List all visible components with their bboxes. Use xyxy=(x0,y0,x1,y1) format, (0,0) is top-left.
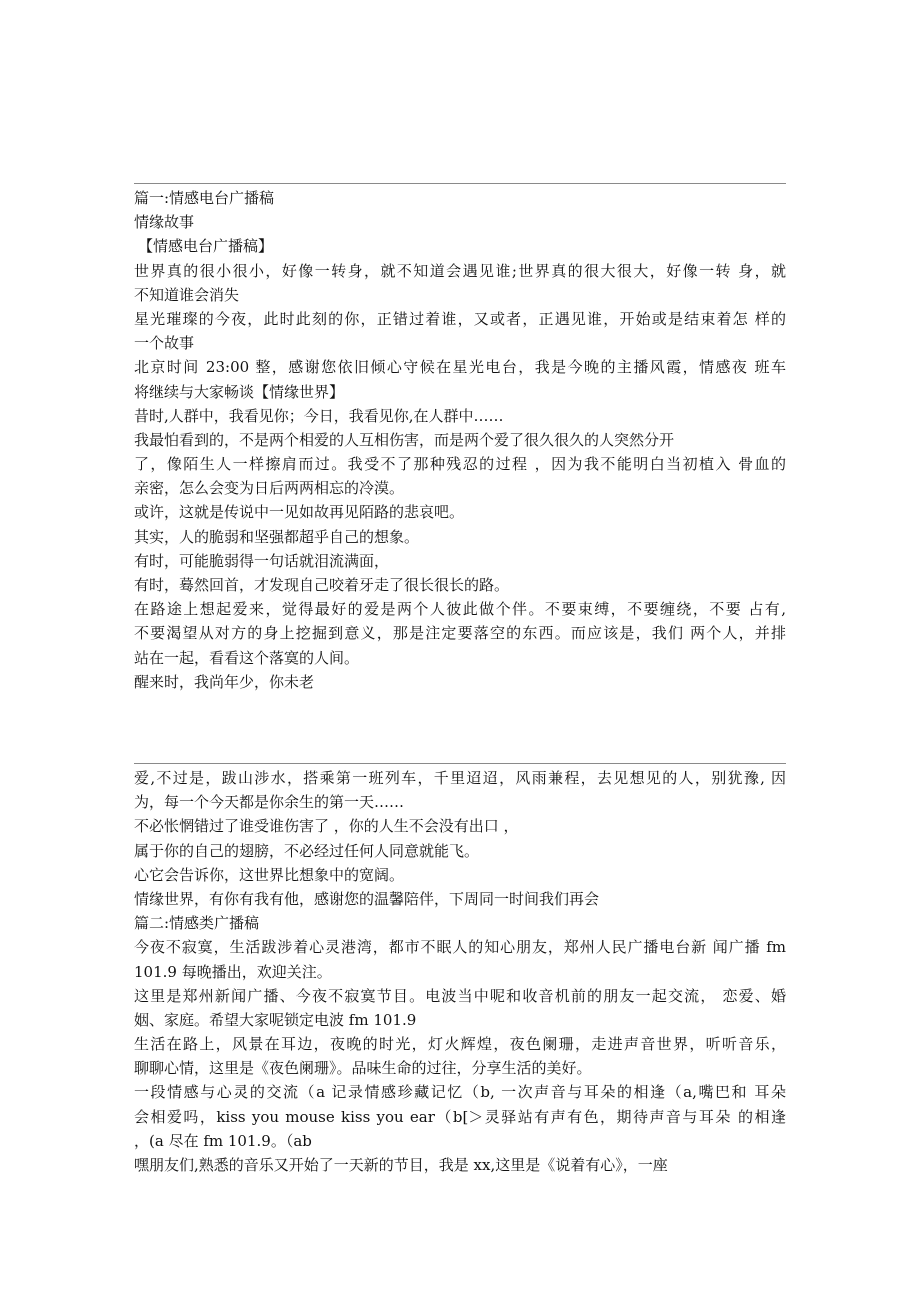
document-page-2 xyxy=(134,766,786,1177)
text-line: 不必怅惘错过了谁受谁伤害了 ，你的人生不会没有出口 ， xyxy=(134,817,519,836)
text-line: 嘿朋友们,熟悉的音乐又开始了一天新的节目，我是 xx,这里是《说着有心》，一座 xyxy=(134,1156,668,1174)
text-line: 有时，蓦然回首，才发现自己咬着牙走了很长很长的路。 xyxy=(134,576,510,594)
text-line: 了，像陌生人一样擦肩而过。我受不了那种残忍的过程 ，因为我不能明白当初植入 骨血的 xyxy=(134,455,786,474)
text-line: 篇二:情感类广播稿 xyxy=(134,914,260,933)
text-line: 101.9 每晚播出，欢迎关注。 xyxy=(134,962,332,981)
text-line: 不知道谁会消失 xyxy=(134,285,240,304)
text-line: 不要渴望从对方的身上挖掘到意义，那是注定要落空的东西。而应该是，我们 两个人，并排 xyxy=(134,624,786,643)
text-line: 一段情感与心灵的交流（a 记录情感珍藏记忆（b, 一次声音与耳朵的相逢（a,嘴巴和 耳朵 xyxy=(134,1083,786,1102)
text-line: 站在一起，看看这个落寞的人间。 xyxy=(134,648,360,667)
text-line: 北京时间 23:00 整，感谢您依旧倾心守候在星光电台，我是今晚的主播风霞，情感夜 班车 xyxy=(134,358,786,377)
text-line: 将继续与大家畅谈【情缘世界】 xyxy=(134,382,345,401)
text-line: 有时，可能脆弱得一句话就泪流满面， xyxy=(134,551,390,570)
text-line: 情缘世界，有你有我有他，感谢您的温馨陪伴，下周同一时间我们再会 xyxy=(134,889,600,908)
text-line: 昔时,人群中，我看见你；今日，我看见你,在人群中…… xyxy=(134,406,504,425)
text-line: 篇一:情感电台广播稿 xyxy=(134,189,275,207)
text-line: 会相爱吗，kiss you mouse kiss you ear（b[＞灵驿站有声有色，期待声音与耳朵 的相逢 xyxy=(134,1107,786,1126)
text-line: 为，每一个今天都是你余生的第一天…… xyxy=(134,793,405,812)
text-line: 爱,不过是，跋山涉水，搭乘第一班列车，千里迢迢，风雨兼程，去见想见的人，别犹豫, 因 xyxy=(134,769,786,787)
text-line: 心它会告诉你，这世界比想象中的宽阔。 xyxy=(134,865,405,884)
text-line: 醒来时，我尚年少，你未老 xyxy=(134,672,315,691)
text-line: 我最怕看到的，不是两个相爱的人互相伤害，而是两个爱了很久很久的人突然分开 xyxy=(134,430,675,449)
text-line: 一个故事 xyxy=(134,334,195,353)
text-line: 【情感电台广播稿】 xyxy=(138,237,274,256)
text-line: 今夜不寂寞，生活跋涉着心灵港湾，都市不眠人的知心朋友，郑州人民广播电台新 闻广播 fm xyxy=(134,938,786,957)
text-line: 其实，人的脆弱和坚强都超乎自己的想象。 xyxy=(134,527,420,546)
page-separator-top xyxy=(134,183,786,184)
text-line: 这里是郑州新闻广播、今夜不寂寞节目。电波当中呢和收音机前的朋友一起交流， 恋爱、婚 xyxy=(134,986,786,1005)
text-line: 星光璀璨的今夜，此时此刻的你，正错过着谁，又或者，正遇见谁，开始或是结束着怎 样的 xyxy=(134,309,786,328)
text-line: 姻、家庭。希望大家呢锁定电波 fm 101.9 xyxy=(134,1010,417,1029)
text-line: 生活在路上，风景在耳边，夜晚的时光，灯火辉煌，夜色阑珊，走进声音世界，听听音乐， xyxy=(134,1035,786,1054)
page-separator-middle xyxy=(134,763,786,764)
text-line: 情缘故事 xyxy=(134,213,195,232)
text-line: 在路途上想起爱来，觉得最好的爱是两个人彼此做个伴。不要束缚，不要缠绕，不要 占有, xyxy=(134,600,786,619)
document-page-1 xyxy=(134,186,786,694)
text-line: 聊聊心情，这里是《夜色阑珊》。品味生命的过往，分享生活的美好。 xyxy=(134,1059,592,1078)
text-line: ，(a 尽在 fm 101.9。（ab xyxy=(134,1131,312,1150)
text-line: 或许，这就是传说中一见如故再见陌路的悲哀吧。 xyxy=(134,503,465,522)
text-line: 亲密，怎么会变为日后两两相忘的冷漠。 xyxy=(134,479,405,498)
text-line: 属于你的自己的翅膀，不必经过任何人同意就能飞。 xyxy=(134,841,480,860)
text-line: 世界真的很小很小，好像一转身，就不知道会遇见谁;世界真的很大很大，好像一转 身，就 xyxy=(134,261,786,280)
